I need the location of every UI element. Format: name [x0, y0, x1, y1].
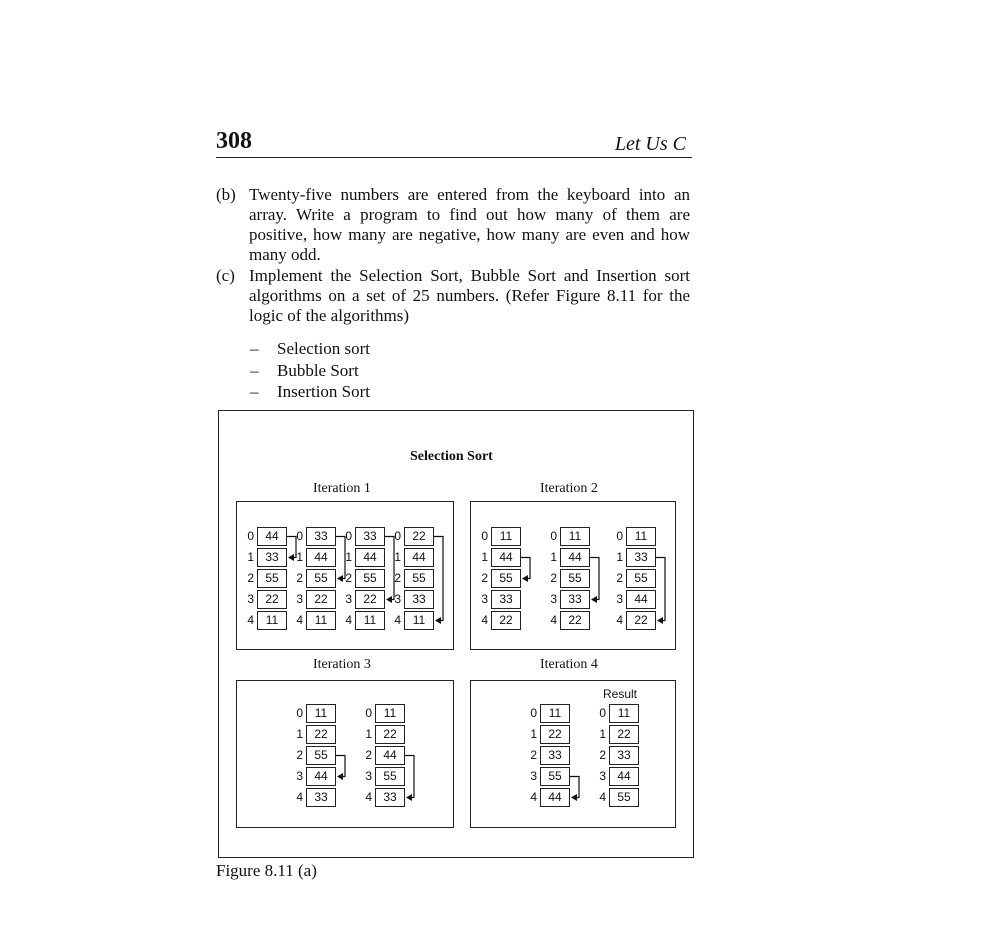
array-index: 2: [599, 748, 606, 762]
array-index: 0: [481, 529, 488, 543]
array-cell: 22: [306, 590, 336, 609]
array-index: 0: [296, 706, 303, 720]
book-title: Let Us C: [614, 133, 686, 155]
list-item-label: Bubble Sort: [277, 360, 359, 380]
array-index: 1: [616, 550, 623, 564]
array-index: 3: [616, 592, 623, 606]
array-cell: 55: [609, 788, 639, 807]
array-cell: 11: [540, 704, 570, 723]
question-b: [216, 185, 690, 265]
array-index: 4: [481, 613, 488, 627]
array-index: 4: [247, 613, 254, 627]
array-cell: 55: [404, 569, 434, 588]
array-index: 1: [296, 727, 303, 741]
array-index: 3: [599, 769, 606, 783]
result-label: Result: [603, 687, 638, 701]
array-index: 0: [550, 529, 557, 543]
list-item: [250, 338, 370, 360]
array-index: 2: [345, 571, 352, 585]
array-index: 0: [394, 529, 401, 543]
iteration-1-label: Iteration 1: [313, 481, 371, 496]
array-cell: 22: [609, 725, 639, 744]
array-cell: 33: [626, 548, 656, 567]
list-item-label: Selection sort: [277, 339, 371, 358]
array-index: 1: [394, 550, 401, 564]
array-cell: 33: [355, 527, 385, 546]
array-index: 2: [481, 571, 488, 585]
array-cell: 11: [306, 704, 336, 723]
array-cell: 44: [404, 548, 434, 567]
array-index: 1: [599, 727, 606, 741]
array-index: 2: [296, 748, 303, 762]
array-cell: 11: [257, 611, 287, 630]
page-number: 308: [216, 128, 252, 154]
array-cell: 55: [257, 569, 287, 588]
array-cell: 11: [306, 611, 336, 630]
array-index: 1: [247, 550, 254, 564]
array-index: 3: [345, 592, 352, 606]
array-cell: 44: [560, 548, 590, 567]
array-cell: 55: [355, 569, 385, 588]
array-cell: 44: [306, 767, 336, 786]
array-cell: 55: [540, 767, 570, 786]
array-index: 2: [616, 571, 623, 585]
iteration-2-label: Iteration 2: [540, 481, 598, 496]
array-cell: 44: [257, 527, 287, 546]
array-cell: 44: [626, 590, 656, 609]
array-index: 2: [247, 571, 254, 585]
list-dash: –: [250, 382, 259, 401]
array-cell: 44: [375, 746, 405, 765]
array-cell: 33: [540, 746, 570, 765]
array-cell: 22: [404, 527, 434, 546]
array-index: 4: [530, 790, 537, 804]
array-cell: 22: [491, 611, 521, 630]
array-cell: 11: [404, 611, 434, 630]
array-cell: 33: [306, 788, 336, 807]
array-cell: 44: [306, 548, 336, 567]
array-cell: 11: [560, 527, 590, 546]
array-cell: 22: [560, 611, 590, 630]
array-index: 4: [550, 613, 557, 627]
array-index: 2: [550, 571, 557, 585]
array-cell: 55: [560, 569, 590, 588]
iteration-3-panel: [236, 680, 454, 828]
array-index: 4: [345, 613, 352, 627]
array-index: 0: [530, 706, 537, 720]
array-index: 1: [481, 550, 488, 564]
figure-title: Selection Sort: [410, 449, 493, 464]
array-index: 4: [616, 613, 623, 627]
array-index: 4: [296, 790, 303, 804]
array-index: 1: [365, 727, 372, 741]
array-index: 4: [599, 790, 606, 804]
array-index: 2: [394, 571, 401, 585]
iteration-3-label: Iteration 3: [313, 657, 371, 672]
array-cell: 55: [306, 746, 336, 765]
array-index: 3: [550, 592, 557, 606]
array-cell: 22: [257, 590, 287, 609]
array-cell: 55: [375, 767, 405, 786]
sort-list: [250, 338, 370, 403]
iteration-4-panel: [470, 680, 676, 828]
array-index: 0: [616, 529, 623, 543]
list-dash: –: [250, 360, 259, 380]
array-index: 2: [296, 571, 303, 585]
array-index: 0: [365, 706, 372, 720]
array-index: 0: [345, 529, 352, 543]
iteration-4-label: Iteration 4: [540, 657, 598, 672]
array-index: 0: [296, 529, 303, 543]
array-cell: 11: [491, 527, 521, 546]
array-cell: 11: [609, 704, 639, 723]
array-cell: 55: [306, 569, 336, 588]
array-index: 1: [296, 550, 303, 564]
question-c-label: (c): [216, 266, 235, 285]
array-cell: 33: [491, 590, 521, 609]
array-cell: 11: [626, 527, 656, 546]
question-b-label: (b): [216, 185, 236, 204]
array-cell: 55: [626, 569, 656, 588]
array-cell: 44: [609, 767, 639, 786]
array-cell: 22: [540, 725, 570, 744]
array-index: 1: [345, 550, 352, 564]
list-dash: –: [250, 339, 259, 358]
array-cell: 22: [626, 611, 656, 630]
array-index: 4: [365, 790, 372, 804]
array-cell: 22: [306, 725, 336, 744]
list-item: [250, 360, 370, 382]
figure-caption: Figure 8.11 (a): [216, 861, 317, 880]
array-index: 1: [550, 550, 557, 564]
array-cell: 22: [375, 725, 405, 744]
list-item-label: Insertion Sort: [277, 382, 371, 401]
array-index: 4: [394, 613, 401, 627]
array-cell: 33: [257, 548, 287, 567]
array-cell: 33: [609, 746, 639, 765]
array-index: 3: [530, 769, 537, 783]
array-index: 3: [296, 769, 303, 783]
array-cell: 33: [375, 788, 405, 807]
array-cell: 33: [560, 590, 590, 609]
array-cell: 33: [404, 590, 434, 609]
array-cell: 11: [355, 611, 385, 630]
array-cell: 55: [491, 569, 521, 588]
array-index: 1: [530, 727, 537, 741]
array-index: 3: [481, 592, 488, 606]
array-cell: 11: [375, 704, 405, 723]
array-cell: 22: [355, 590, 385, 609]
header-rule: [216, 157, 692, 158]
question-c-text: Implement the Selection Sort, Bubble Sort and Insertion sort algorithms on a set of 25 numbers. (Refer Figure 8.11 for the logic of the algorithms): [249, 266, 690, 325]
array-cell: 44: [491, 548, 521, 567]
array-index: 2: [530, 748, 537, 762]
list-item: [250, 381, 370, 403]
array-cell: 33: [306, 527, 336, 546]
array-index: 3: [365, 769, 372, 783]
array-index: 0: [247, 529, 254, 543]
array-index: 3: [394, 592, 401, 606]
array-cell: 44: [355, 548, 385, 567]
array-index: 3: [247, 592, 254, 606]
array-cell: 44: [540, 788, 570, 807]
array-index: 2: [365, 748, 372, 762]
question-b-text: Twenty-five numbers are entered from the keyboard into an array. Write a program to find out how many of them are positive, how many are negative, how many are even and how many odd.: [249, 185, 690, 264]
array-index: 4: [296, 613, 303, 627]
question-c: [216, 266, 690, 326]
array-index: 3: [296, 592, 303, 606]
array-index: 0: [599, 706, 606, 720]
